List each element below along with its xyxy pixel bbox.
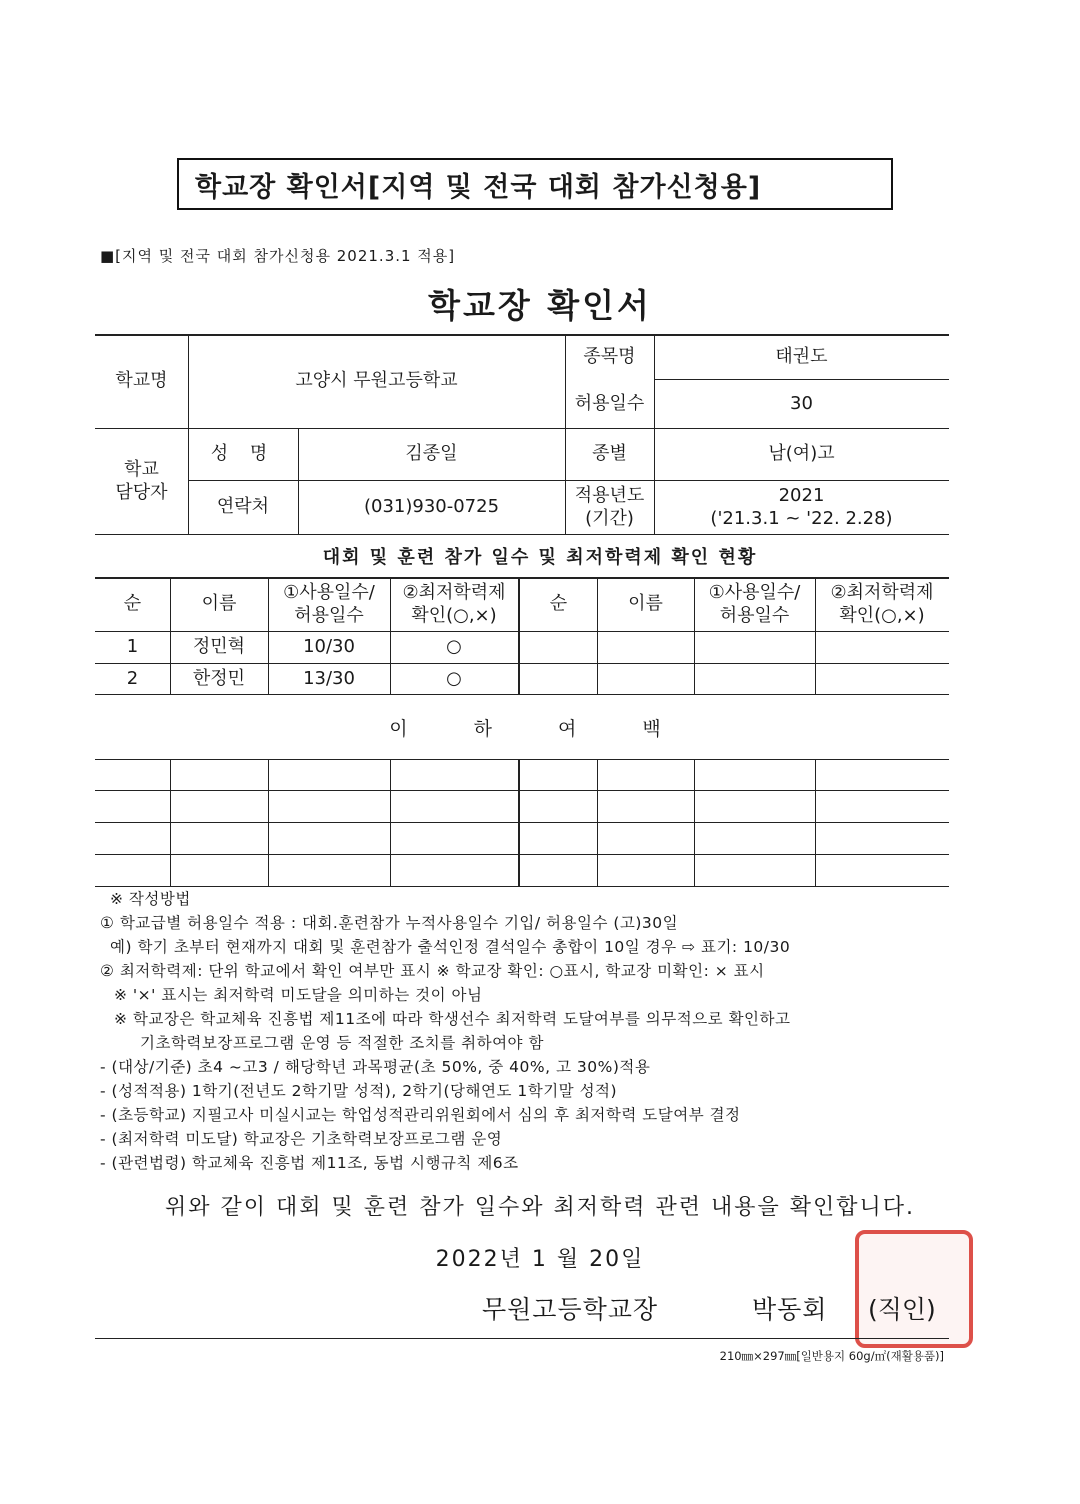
year-value — [654, 480, 949, 534]
bottom-divider — [95, 1338, 949, 1339]
header-name-right: 이름 — [628, 593, 663, 615]
year-label-line2: (기간) — [585, 508, 634, 529]
note-line: - (대상/기준) 초4 ~고3 / 해당학년 과목평균(초 50%, 중 40%, 고 30%)적용 — [100, 1058, 651, 1076]
type-value: 남(여)고 — [768, 443, 835, 465]
sport-value: 태권도 — [775, 345, 828, 367]
row-days: 13/30 — [303, 667, 355, 689]
year-label — [565, 480, 654, 534]
header-days-left-line2: 허용일수 — [294, 605, 364, 626]
signer-school: 무원고등학교장 — [482, 1295, 659, 1324]
note-line: ※ 작성방법 — [110, 890, 191, 908]
year-label-line1: 적용년도 — [574, 484, 645, 506]
header-check-left — [390, 577, 518, 631]
row-name: 한정민 — [192, 667, 246, 689]
note-line: 기초학력보장프로그램 운영 등 적절한 조치를 취하여야 함 — [140, 1034, 544, 1052]
paper-spec-footer: 210㎜×297㎜[일반용지 60g/㎡(재활용품)] — [719, 1349, 944, 1363]
header-check-right-line1: ②최저학력제 — [830, 581, 934, 603]
subtitle: ■[지역 및 전국 대회 참가신청용 2021.3.1 적용] — [100, 247, 456, 265]
allowed-days-label: 허용일수 — [574, 392, 645, 414]
manager-label-line1: 학교 — [124, 458, 159, 480]
header-title-box — [177, 158, 893, 210]
header-days-right-line2: 허용일수 — [719, 605, 790, 626]
header-check-right-line2: 확인(○,×) — [839, 605, 925, 626]
year-value-line1: 2021 — [778, 484, 825, 506]
year-value-line2: ('21.3.1 ~ '22. 2.28) — [710, 508, 893, 529]
header-no-left: 순 — [123, 593, 142, 615]
section-title: 대회 및 훈련 참가 일수 및 최저학력제 확인 현황 — [322, 547, 758, 568]
school-label: 학교명 — [115, 370, 168, 392]
note-line: ① 학교급별 허용일수 적용 : 대회.훈련참가 누적사용일수 기입/ 허용일수 (고)30일 — [100, 914, 679, 932]
instructions — [100, 887, 790, 1175]
note-line: ② 최저학력제: 단위 학교에서 확인 여부만 표시 ※ 학교장 확인: ○표시, 학교장 미확인: × 표시 — [100, 962, 765, 980]
row-check: ○ — [446, 667, 462, 689]
confirm-statement: 위와 같이 대회 및 훈련 참가 일수와 최저학력 관련 내용을 확인합니다. — [165, 1195, 915, 1220]
manager-label-line2: 담당자 — [115, 482, 168, 503]
header-check-left-line2: 확인(○,×) — [411, 605, 497, 626]
official-seal-stamp — [855, 1230, 973, 1348]
date: 2022년 1 월 20일 — [435, 1247, 645, 1272]
seal-label: (직인) — [868, 1295, 936, 1324]
name-label: 성 명 — [210, 443, 276, 465]
signer-name: 박동회 — [752, 1295, 828, 1324]
manager-label — [95, 428, 188, 534]
header-check-right — [815, 577, 949, 631]
header-no-right: 순 — [549, 593, 568, 615]
header-title: 학교장 확인서[지역 및 전국 대회 참가신청용] — [195, 171, 762, 203]
row-no: 2 — [126, 667, 139, 689]
header-days-left-line1: ①사용일수/ — [283, 581, 375, 603]
note-line: - (성적적용) 1학기(전년도 2학기말 성적), 2학기(당해연도 1학기말 성적) — [100, 1082, 618, 1100]
note-line: - (관련법령) 학교체육 진흥법 제11조, 동법 시행규칙 제6조 — [100, 1154, 519, 1172]
row-name: 정민혁 — [192, 636, 246, 658]
allowed-days-value: 30 — [790, 392, 813, 414]
type-label: 종별 — [592, 443, 627, 465]
name-value: 김종일 — [405, 443, 458, 465]
header-days-right-line1: ①사용일수/ — [708, 581, 801, 603]
header-days-right — [694, 577, 815, 631]
note-line: 예) 학기 초부터 현재까지 대회 및 훈련참가 출석인정 결석일수 총합이 10일 경우 ⇨ 표기: 10/30 — [110, 938, 791, 956]
row-check: ○ — [446, 636, 462, 658]
sport-label: 종목명 — [583, 345, 636, 367]
row-no: 1 — [126, 636, 139, 658]
document-title: 학교장 확인서 — [428, 286, 652, 325]
note-line: - (최저학력 미도달) 학교장은 기초학력보장프로그램 운영 — [100, 1130, 503, 1148]
header-days-left — [268, 577, 390, 631]
note-line: ※ '×' 표시는 최저학력 미도달을 의미하는 것이 아님 — [114, 986, 483, 1004]
contact-label: 연락처 — [216, 496, 270, 518]
blank-below-text: 이 하 여 백 — [389, 718, 691, 740]
note-line: ※ 학교장은 학교체육 진흥법 제11조에 따라 학생선수 최저학력 도달여부를 의무적으로 확인하고 — [114, 1010, 791, 1028]
header-check-left-line1: ②최저학력제 — [402, 581, 506, 603]
school-value: 고양시 무원고등학교 — [295, 370, 458, 392]
contact-value: (031)930-0725 — [363, 496, 500, 518]
row-days: 10/30 — [303, 636, 355, 658]
header-name-left: 이름 — [201, 593, 237, 615]
note-line: - (초등학교) 지필고사 미실시교는 학업성적관리위원회에서 심의 후 최저학력 도달여부 결정 — [100, 1106, 741, 1124]
